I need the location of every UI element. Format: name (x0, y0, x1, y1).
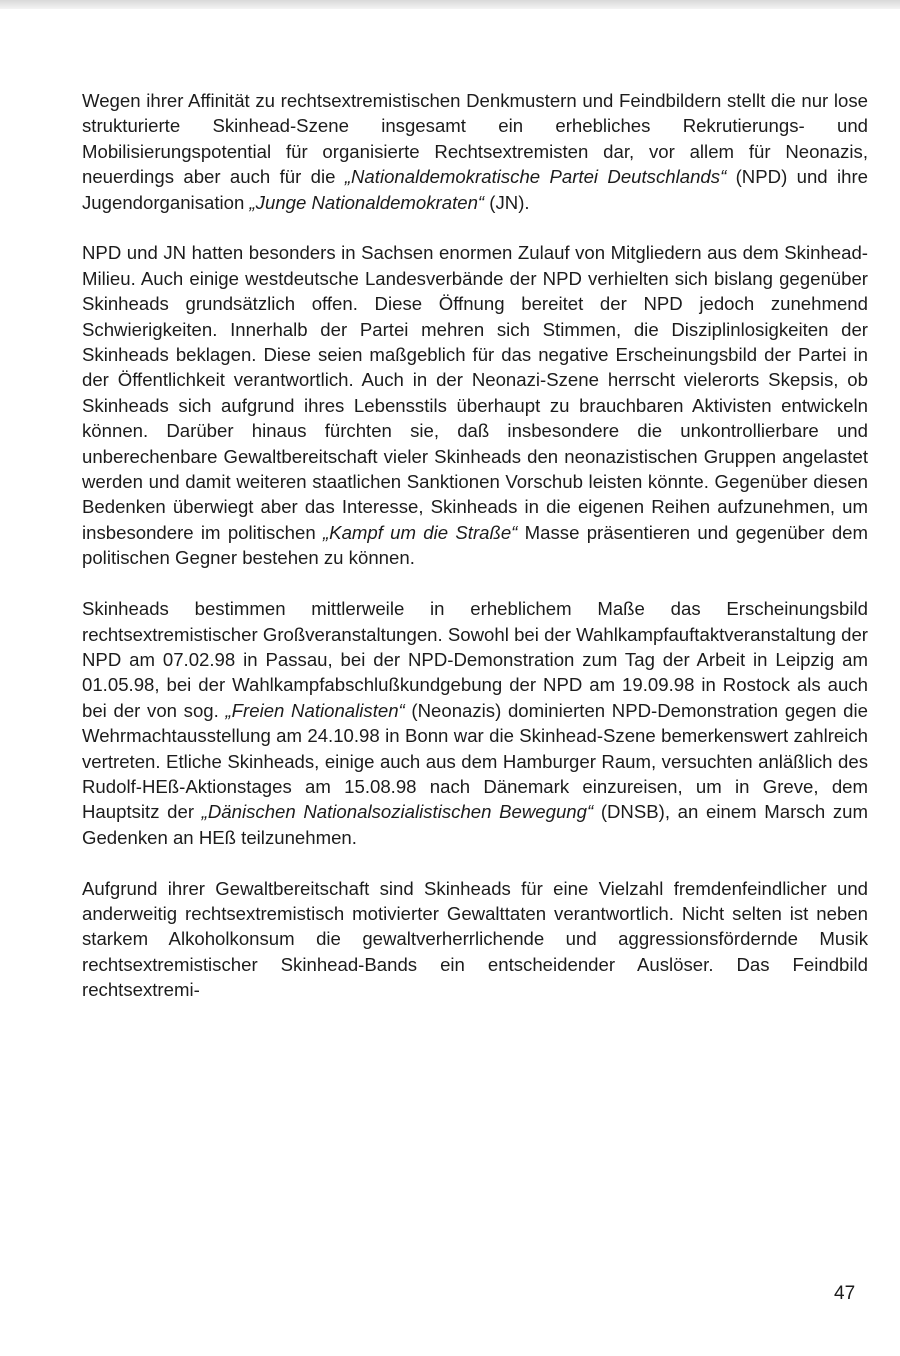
text-run: (DNSB), an einem Marsch zum Gedenken an HEß teilzunehmen. (82, 801, 868, 848)
text-run: (NPD) und ihre Jugendorganisation (82, 166, 868, 213)
text-run: (JN). (484, 191, 530, 213)
group-name-freie-nationalisten: „Freien Nationalisten“ (225, 699, 405, 721)
party-name-npd: „Nationaldemokratische Partei Deutschlands“ (344, 166, 727, 188)
quoted-slogan: „Kampf um die Straße“ (322, 521, 518, 543)
text-run: NPD und JN hatten besonders in Sachsen enormen Zulauf von Mitgliedern aus dem Skinhead-Milieu. Auch einige westdeutsche Landesverbände der NPD verhielten sich bislang gegenüber Skinheads grundsätzlich offen. Diese Öffnung bereitet der NPD jedoch zunehmend Schwierigkeiten. Innerhalb der Partei mehren sich Stimmen, die Disziplinlosigkeiten der Skinheads beklagen. Diese seien maßgeblich für das negative Erscheinungsbild der Partei in der Öffentlichkeit verantwortlich. Auch in der Neonazi-Szene herrscht vielerorts Skepsis, ob Skinheads sich aufgrund ihres Lebensstils überhaupt zu brauchbaren Aktivisten entwickeln können. Darüber hinaus fürchten sie, daß insbesondere die unkontrollierbare und unberechenbare Gewaltbereitschaft vieler Skinheads den neonazistischen Gruppen angelastet werden und damit weiteren staatlichen Sanktionen Vorschub leisten könnte. Gegenüber diesen Bedenken überwiegt aber das Interesse, Skinheads in die eigenen Reihen aufzunehmen, um insbesondere im politischen (82, 242, 868, 543)
text-run: Wegen ihrer Affinität zu rechtsextremistischen Denkmustern und Feindbildern stellt die nur lose strukturierte Skinhead-Szene insgesamt ein erhebliches Rekrutierungs- und Mobilisierungspotential für organisierte Rechtsextremisten dar, vor allem für Neonazis, neuerdings aber auch für die (82, 90, 868, 188)
paragraph-2 (82, 240, 868, 570)
text-run: Aufgrund ihrer Gewaltbereitschaft sind Skinheads für eine Vielzahl fremdenfeindlicher und anderweitig rechtsextremistisch motivierter Gewalttaten verantwortlich. Nicht selten ist neben starkem Alkoholkonsum die gewaltverherrlichende und aggressionsfördernde Musik rechtsextremistischer Skinhead-Bands ein entscheidender Auslöser. Das Feindbild rechtsextremi- (82, 877, 868, 1001)
scan-top-edge (0, 0, 900, 9)
page-number: 47 (834, 1283, 856, 1304)
text-run: Masse präsentieren und gegenüber dem politischen Gegner bestehen zu können. (82, 521, 869, 569)
organisation-name-dnsb: „Dänischen Nationalsozialistischen Bewegung“ (201, 801, 594, 823)
paragraph-1 (82, 88, 868, 215)
text-run: Skinheads bestimmen mittlerweile in erheblichem Maße das Erscheinungsbild rechtsextremistischer Großveranstaltungen. Sowohl bei der Wahlkampfauftaktveranstaltung der NPD am 07.02.98 in Passau, bei der NPD-Demonstration zum Tag der Arbeit in Leipzig am 01.05.98, bei der Wahlkampfabschlußkundgebung der NPD am 19.09.98 in Rostock als auch bei der von sog. (82, 598, 868, 721)
paragraph-3 (82, 596, 868, 850)
body-text (82, 88, 868, 1028)
organisation-name-jn: „Junge Nationaldemokraten“ (249, 191, 485, 213)
text-run: (Neonazis) dominierten NPD-Demonstration gegen die Wehrmachtausstellung am 24.10.98 in Bonn war die Skinhead-Szene bemerkenswert zahlreich vertreten. Etliche Skinheads, einige auch aus dem Hamburger Raum, versuchten anläßlich des Rudolf-HEß-Aktionstages am 15.08.98 nach Dänemark einzureisen, um in Greve, dem Hauptsitz der (82, 699, 868, 823)
paragraph-4 (82, 876, 868, 1003)
